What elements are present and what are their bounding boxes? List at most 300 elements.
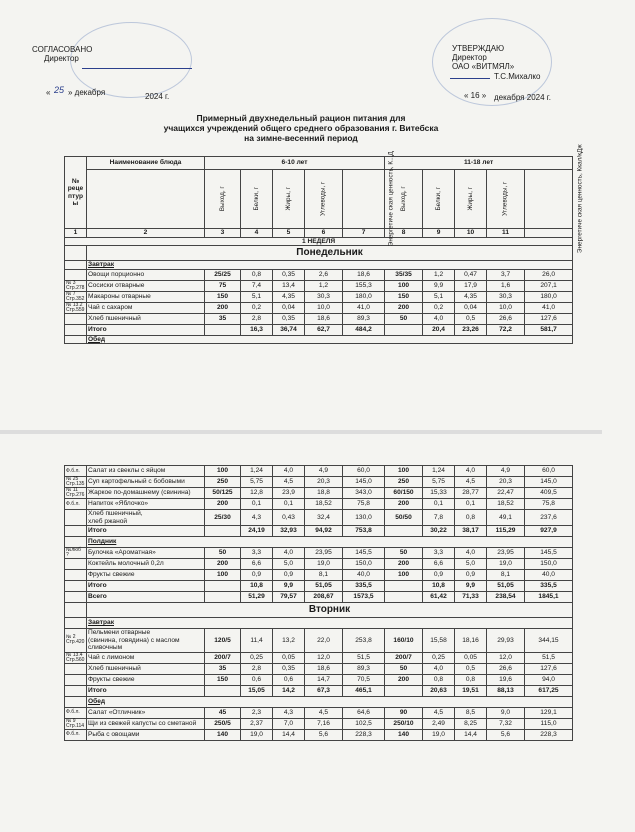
- value-6-10: 0,6: [241, 674, 273, 685]
- table-row: [65, 269, 573, 280]
- recipe-ref: № 13.4 Стр.560: [65, 652, 87, 663]
- total-label: Итого: [87, 685, 205, 696]
- col-group2: 11-18 лет: [385, 157, 573, 170]
- col-prot-2: Белки, г: [434, 187, 442, 211]
- page-break: [0, 430, 602, 434]
- value-6-10: 102,5: [343, 718, 385, 729]
- dish-name: Напиток «Яблочко»: [87, 499, 205, 510]
- dish-name: Салат «Отличник»: [87, 707, 205, 718]
- agreed-date-open: «: [46, 88, 51, 97]
- total-6-10: 51,29: [241, 592, 273, 603]
- value-6-10: 5,1: [241, 291, 273, 302]
- total-6-10: 9,9: [273, 581, 305, 592]
- value-6-10: 18,6: [305, 313, 343, 324]
- value-6-10: 0,2: [241, 302, 273, 313]
- value-6-10: 2,37: [241, 718, 273, 729]
- value-6-10: 8,1: [305, 570, 343, 581]
- value-6-10: 50: [205, 548, 241, 559]
- value-6-10: 130,0: [343, 510, 385, 526]
- value-6-10: 18,6: [343, 269, 385, 280]
- value-6-10: 89,3: [343, 313, 385, 324]
- table-row: [65, 629, 573, 653]
- value-6-10: 200/7: [205, 652, 241, 663]
- value-11-18: 0,1: [455, 499, 487, 510]
- value-11-18: 145,5: [525, 548, 573, 559]
- total-label: Всего: [87, 592, 205, 603]
- value-11-18: 19,6: [487, 674, 525, 685]
- table-row: [65, 488, 573, 499]
- section-lunch: Обед: [87, 696, 573, 707]
- dish-name: Щи из свежей капусты со сметаной: [87, 718, 205, 729]
- value-6-10: 4,3: [241, 510, 273, 526]
- value-6-10: 250/5: [205, 718, 241, 729]
- value-11-18: 50/50: [385, 510, 423, 526]
- recipe-ref: [65, 324, 87, 335]
- value-6-10: 12,0: [305, 652, 343, 663]
- total-row: [65, 685, 573, 696]
- value-11-18: 5,1: [423, 291, 455, 302]
- value-6-10: 1,24: [241, 466, 273, 477]
- value-6-10: 250: [205, 477, 241, 488]
- total-label: Итого: [87, 581, 205, 592]
- dish-name: Хлеб пшеничный: [87, 663, 205, 674]
- recipe-ref: Ф.б.л.: [65, 707, 87, 718]
- recipe-ref: № 13.2 Стр.559: [65, 302, 87, 313]
- value-6-10: 35: [205, 663, 241, 674]
- recipe-ref: № 2 Стр.420: [65, 629, 87, 653]
- value-11-18: 90: [385, 707, 423, 718]
- value-11-18: 4,35: [455, 291, 487, 302]
- agreed-signature: [82, 54, 192, 69]
- value-6-10: 19,0: [305, 559, 343, 570]
- total-6-10: 67,3: [305, 685, 343, 696]
- value-6-10: 2,6: [305, 269, 343, 280]
- value-11-18: 7,8: [423, 510, 455, 526]
- col-energy-2: Энергетиче ская ценность, Ккал/кДж: [576, 144, 584, 254]
- value-6-10: 0,9: [241, 570, 273, 581]
- recipe-ref: [65, 526, 87, 537]
- value-6-10: 7,16: [305, 718, 343, 729]
- value-11-18: 6,6: [423, 559, 455, 570]
- value-6-10: 2,8: [241, 313, 273, 324]
- total-11-18: 23,26: [455, 324, 487, 335]
- value-11-18: 0,1: [423, 499, 455, 510]
- value-11-18: 50: [385, 313, 423, 324]
- value-6-10: 0,8: [241, 269, 273, 280]
- value-11-18: 0,8: [423, 674, 455, 685]
- table-row: [65, 548, 573, 559]
- table-row: [65, 466, 573, 477]
- value-11-18: [385, 581, 423, 592]
- value-6-10: 0,6: [273, 674, 305, 685]
- total-row: [65, 592, 573, 603]
- value-6-10: 4,35: [273, 291, 305, 302]
- value-11-18: 8,1: [487, 570, 525, 581]
- value-6-10: 4,0: [273, 466, 305, 477]
- value-6-10: 45: [205, 707, 241, 718]
- value-11-18: [385, 324, 423, 335]
- recipe-ref: [65, 685, 87, 696]
- value-6-10: 4,0: [273, 548, 305, 559]
- value-6-10: 150,0: [343, 559, 385, 570]
- value-6-10: 75,8: [343, 499, 385, 510]
- value-6-10: 5,0: [273, 559, 305, 570]
- value-6-10: 19,0: [241, 729, 273, 740]
- value-11-18: 30,3: [487, 291, 525, 302]
- value-11-18: [385, 685, 423, 696]
- value-6-10: 32,4: [305, 510, 343, 526]
- value-6-10: 89,3: [343, 663, 385, 674]
- approved-date-num: « 16 »: [464, 91, 487, 100]
- value-6-10: 7,4: [241, 280, 273, 291]
- value-6-10: 343,0: [343, 488, 385, 499]
- value-11-18: 8,5: [455, 707, 487, 718]
- total-6-10: 1573,5: [343, 592, 385, 603]
- value-11-18: 3,3: [423, 548, 455, 559]
- value-6-10: 7,0: [273, 718, 305, 729]
- dish-name: Суп картофельный с бобовыми: [87, 477, 205, 488]
- value-11-18: 49,1: [487, 510, 525, 526]
- value-11-18: 0,5: [455, 663, 487, 674]
- value-11-18: 19,0: [423, 729, 455, 740]
- section-breakfast: Завтрак: [87, 618, 573, 629]
- total-6-10: 10,8: [241, 581, 273, 592]
- dish-name: Макароны отварные: [87, 291, 205, 302]
- doc-title-2: учащихся учреждений общего среднего образования г. Витебска: [163, 123, 439, 133]
- total-6-10: 36,74: [273, 324, 305, 335]
- total-6-10: 15,05: [241, 685, 273, 696]
- value-11-18: 4,0: [423, 313, 455, 324]
- value-11-18: 0,8: [455, 510, 487, 526]
- value-6-10: 30,3: [305, 291, 343, 302]
- value-11-18: 0,47: [455, 269, 487, 280]
- value-6-10: 50/125: [205, 488, 241, 499]
- value-11-18: 23,95: [487, 548, 525, 559]
- day-monday: Понедельник: [87, 246, 573, 261]
- value-6-10: 25/30: [205, 510, 241, 526]
- value-11-18: 51,5: [525, 652, 573, 663]
- table-row: [65, 674, 573, 685]
- table-row: [65, 729, 573, 740]
- value-6-10: 75: [205, 280, 241, 291]
- table-row: [65, 477, 573, 488]
- value-11-18: 18,16: [455, 629, 487, 653]
- value-6-10: [205, 324, 241, 335]
- col-carb-1: Углеводы, г: [319, 181, 327, 217]
- day-tuesday: Вторник: [87, 603, 573, 618]
- value-6-10: 41,0: [343, 302, 385, 313]
- value-6-10: 70,5: [343, 674, 385, 685]
- value-11-18: 409,5: [525, 488, 573, 499]
- value-11-18: 41,0: [525, 302, 573, 313]
- value-6-10: 0,43: [273, 510, 305, 526]
- dish-name: Чай с лимоном: [87, 652, 205, 663]
- value-6-10: 18,6: [305, 663, 343, 674]
- value-11-18: 0,5: [455, 313, 487, 324]
- value-11-18: 200: [385, 674, 423, 685]
- value-6-10: 4,9: [305, 466, 343, 477]
- recipe-ref: [65, 603, 87, 618]
- value-11-18: 29,93: [487, 629, 525, 653]
- value-11-18: 4,9: [487, 466, 525, 477]
- value-11-18: 1,24: [423, 466, 455, 477]
- total-11-18: 9,9: [455, 581, 487, 592]
- value-11-18: 19,0: [487, 559, 525, 570]
- value-6-10: 228,3: [343, 729, 385, 740]
- value-6-10: 145,0: [343, 477, 385, 488]
- value-6-10: 35: [205, 313, 241, 324]
- value-6-10: 0,1: [241, 499, 273, 510]
- agreed-role: Директор: [44, 54, 79, 63]
- value-11-18: 160/10: [385, 629, 423, 653]
- value-11-18: 40,0: [525, 570, 573, 581]
- col-out-2: Выход, г: [399, 186, 407, 212]
- week-label: 1 НЕДЕЛЯ: [65, 237, 573, 246]
- dish-name: Салат из свеклы с яйцом: [87, 466, 205, 477]
- agreed-date-year: 2024 г.: [145, 92, 170, 101]
- recipe-ref: Ф.б.л.: [65, 466, 87, 477]
- recipe-ref: [65, 696, 87, 707]
- col-carb-2: Углеводы, г: [501, 181, 509, 217]
- value-11-18: 0,9: [423, 570, 455, 581]
- value-6-10: 200: [205, 302, 241, 313]
- value-11-18: 35/35: [385, 269, 423, 280]
- recipe-ref: № 9 Стр.114: [65, 718, 87, 729]
- approved-name: Т.С.Михалко: [494, 72, 541, 81]
- col-dish-spacer: [87, 170, 205, 229]
- value-11-18: 12,0: [487, 652, 525, 663]
- menu-table-page1: [64, 144, 584, 344]
- value-6-10: 14,4: [273, 729, 305, 740]
- dish-name: Булочка «Ароматная»: [87, 548, 205, 559]
- value-6-10: 200: [205, 559, 241, 570]
- value-11-18: 4,0: [455, 548, 487, 559]
- recipe-ref: [65, 570, 87, 581]
- value-11-18: 9,9: [423, 280, 455, 291]
- total-6-10: 94,92: [305, 526, 343, 537]
- total-11-18: 88,13: [487, 685, 525, 696]
- total-label: Итого: [87, 526, 205, 537]
- value-11-18: 15,58: [423, 629, 455, 653]
- col-dish: Наименование блюда: [87, 157, 205, 170]
- recipe-ref: Ф.б.л.: [65, 729, 87, 740]
- recipe-ref: Ф.б.л.: [65, 499, 87, 510]
- col-recipe: № реце птур ы: [65, 157, 87, 229]
- value-11-18: 115,0: [525, 718, 573, 729]
- total-11-18: 20,4: [423, 324, 455, 335]
- value-11-18: 50: [385, 663, 423, 674]
- value-6-10: 14,7: [305, 674, 343, 685]
- value-6-10: 5,6: [305, 729, 343, 740]
- value-11-18: 17,9: [455, 280, 487, 291]
- approved-org: ОАО «ВИТМЯЛ»: [452, 62, 515, 71]
- value-11-18: 0,2: [423, 302, 455, 313]
- value-11-18: 200: [385, 499, 423, 510]
- value-6-10: [205, 592, 241, 603]
- table-row: [65, 559, 573, 570]
- value-6-10: 4,5: [273, 477, 305, 488]
- total-11-18: 72,2: [487, 324, 525, 335]
- value-6-10: 22,0: [305, 629, 343, 653]
- table-row: [65, 313, 573, 324]
- approved-date-month: декабря 2024 г.: [494, 93, 551, 102]
- page2-rows: [65, 466, 573, 741]
- agreed-label: СОГЛАСОВАНО: [32, 45, 93, 54]
- value-6-10: 6,6: [241, 559, 273, 570]
- column-numbers-row: 1 2 3 4 5 6 7 8 9 10 11: [65, 229, 573, 238]
- value-11-18: 0,9: [455, 570, 487, 581]
- value-11-18: 150,0: [525, 559, 573, 570]
- value-11-18: 127,6: [525, 313, 573, 324]
- value-6-10: 10,0: [305, 302, 343, 313]
- total-11-18: 10,8: [423, 581, 455, 592]
- value-6-10: 120/5: [205, 629, 241, 653]
- value-6-10: 18,8: [305, 488, 343, 499]
- total-11-18: 581,7: [525, 324, 573, 335]
- value-11-18: 1,2: [423, 269, 455, 280]
- total-6-10: 484,2: [343, 324, 385, 335]
- value-11-18: 145,0: [525, 477, 573, 488]
- agreed-date-num: 25: [54, 85, 65, 95]
- total-6-10: 32,93: [273, 526, 305, 537]
- dish-name: Жаркое по-домашнему (свинина): [87, 488, 205, 499]
- dish-name: Хлеб пшеничный: [87, 313, 205, 324]
- value-11-18: 7,32: [487, 718, 525, 729]
- recipe-ref: №люб ?: [65, 548, 87, 559]
- table-row: [65, 291, 573, 302]
- table-row: [65, 570, 573, 581]
- recipe-ref: № 3 Стр.278: [65, 280, 87, 291]
- recipe-ref: [65, 313, 87, 324]
- value-11-18: 5,6: [487, 729, 525, 740]
- dish-name: Фрукты свежие: [87, 674, 205, 685]
- recipe-ref: [65, 269, 87, 280]
- value-11-18: 26,6: [487, 313, 525, 324]
- agreed-date-month: » декабря: [68, 88, 106, 97]
- recipe-ref: № 11 Стр.276: [65, 488, 87, 499]
- recipe-ref: [65, 674, 87, 685]
- value-6-10: 180,0: [343, 291, 385, 302]
- value-11-18: 129,1: [525, 707, 573, 718]
- value-6-10: 2,8: [241, 663, 273, 674]
- value-11-18: 200/7: [385, 652, 423, 663]
- value-6-10: 140: [205, 729, 241, 740]
- total-11-18: 1845,1: [525, 592, 573, 603]
- table-row: [65, 707, 573, 718]
- value-6-10: 0,35: [273, 663, 305, 674]
- value-11-18: 4,5: [423, 707, 455, 718]
- value-6-10: 100: [205, 466, 241, 477]
- monday-breakfast-rows: [65, 269, 573, 335]
- value-11-18: 0,05: [455, 652, 487, 663]
- value-6-10: 0,05: [273, 652, 305, 663]
- total-11-18: 617,25: [525, 685, 573, 696]
- value-6-10: 145,5: [343, 548, 385, 559]
- value-11-18: 0,8: [455, 674, 487, 685]
- value-11-18: 237,6: [525, 510, 573, 526]
- total-6-10: 79,57: [273, 592, 305, 603]
- value-11-18: 200: [385, 559, 423, 570]
- value-11-18: 50: [385, 548, 423, 559]
- value-11-18: 1,6: [487, 280, 525, 291]
- total-6-10: 62,7: [305, 324, 343, 335]
- value-11-18: 344,15: [525, 629, 573, 653]
- value-11-18: 4,5: [455, 477, 487, 488]
- total-11-18: 61,42: [423, 592, 455, 603]
- total-6-10: 24,19: [241, 526, 273, 537]
- total-11-18: 51,05: [487, 581, 525, 592]
- value-11-18: 60/150: [385, 488, 423, 499]
- total-6-10: 16,3: [241, 324, 273, 335]
- value-6-10: 12,8: [241, 488, 273, 499]
- value-11-18: 9,0: [487, 707, 525, 718]
- value-6-10: 11,4: [241, 629, 273, 653]
- value-6-10: 51,5: [343, 652, 385, 663]
- table-row: [65, 663, 573, 674]
- value-6-10: 23,9: [273, 488, 305, 499]
- approved-role: Директор: [452, 53, 487, 62]
- dish-name: Хлеб пшеничный, хлеб ржаной: [87, 510, 205, 526]
- section-lunch: Обед: [87, 335, 573, 344]
- total-row: [65, 581, 573, 592]
- value-11-18: 75,8: [525, 499, 573, 510]
- total-6-10: 51,05: [305, 581, 343, 592]
- approved-signature: [450, 64, 490, 79]
- total-6-10: 753,8: [343, 526, 385, 537]
- value-6-10: 4,5: [305, 707, 343, 718]
- table-row: [65, 499, 573, 510]
- total-11-18: 38,17: [455, 526, 487, 537]
- total-6-10: 465,1: [343, 685, 385, 696]
- value-6-10: 100: [205, 570, 241, 581]
- value-11-18: 28,77: [455, 488, 487, 499]
- value-11-18: 4,0: [455, 466, 487, 477]
- value-6-10: 0,04: [273, 302, 305, 313]
- table-row: [65, 280, 573, 291]
- section-snack: Полдник: [87, 537, 573, 548]
- value-6-10: 155,3: [343, 280, 385, 291]
- value-11-18: 8,25: [455, 718, 487, 729]
- approved-label: УТВЕРЖДАЮ: [452, 44, 505, 53]
- value-11-18: 15,33: [423, 488, 455, 499]
- value-11-18: 10,0: [487, 302, 525, 313]
- value-6-10: 150: [205, 674, 241, 685]
- recipe-ref: [65, 592, 87, 603]
- value-11-18: 14,4: [455, 729, 487, 740]
- total-6-10: 208,67: [305, 592, 343, 603]
- value-11-18: 22,47: [487, 488, 525, 499]
- total-11-18: 115,29: [487, 526, 525, 537]
- value-6-10: [205, 685, 241, 696]
- value-6-10: 3,3: [241, 548, 273, 559]
- col-energy-1: Энергетиче ская ценность, К...Д: [387, 151, 395, 247]
- value-11-18: 127,6: [525, 663, 573, 674]
- value-11-18: 26,0: [525, 269, 573, 280]
- col-prot-1: Белки, г: [252, 187, 260, 211]
- value-6-10: 60,0: [343, 466, 385, 477]
- value-11-18: [385, 526, 423, 537]
- value-11-18: 0,25: [423, 652, 455, 663]
- value-11-18: 94,0: [525, 674, 573, 685]
- table-row: [65, 718, 573, 729]
- value-11-18: 18,52: [487, 499, 525, 510]
- dish-name: Овощи порционно: [87, 269, 205, 280]
- total-11-18: 20,63: [423, 685, 455, 696]
- value-11-18: [385, 592, 423, 603]
- value-6-10: 2,3: [241, 707, 273, 718]
- dish-name: Коктейль молочный 0,2л: [87, 559, 205, 570]
- recipe-ref: № 7 Стр.352: [65, 291, 87, 302]
